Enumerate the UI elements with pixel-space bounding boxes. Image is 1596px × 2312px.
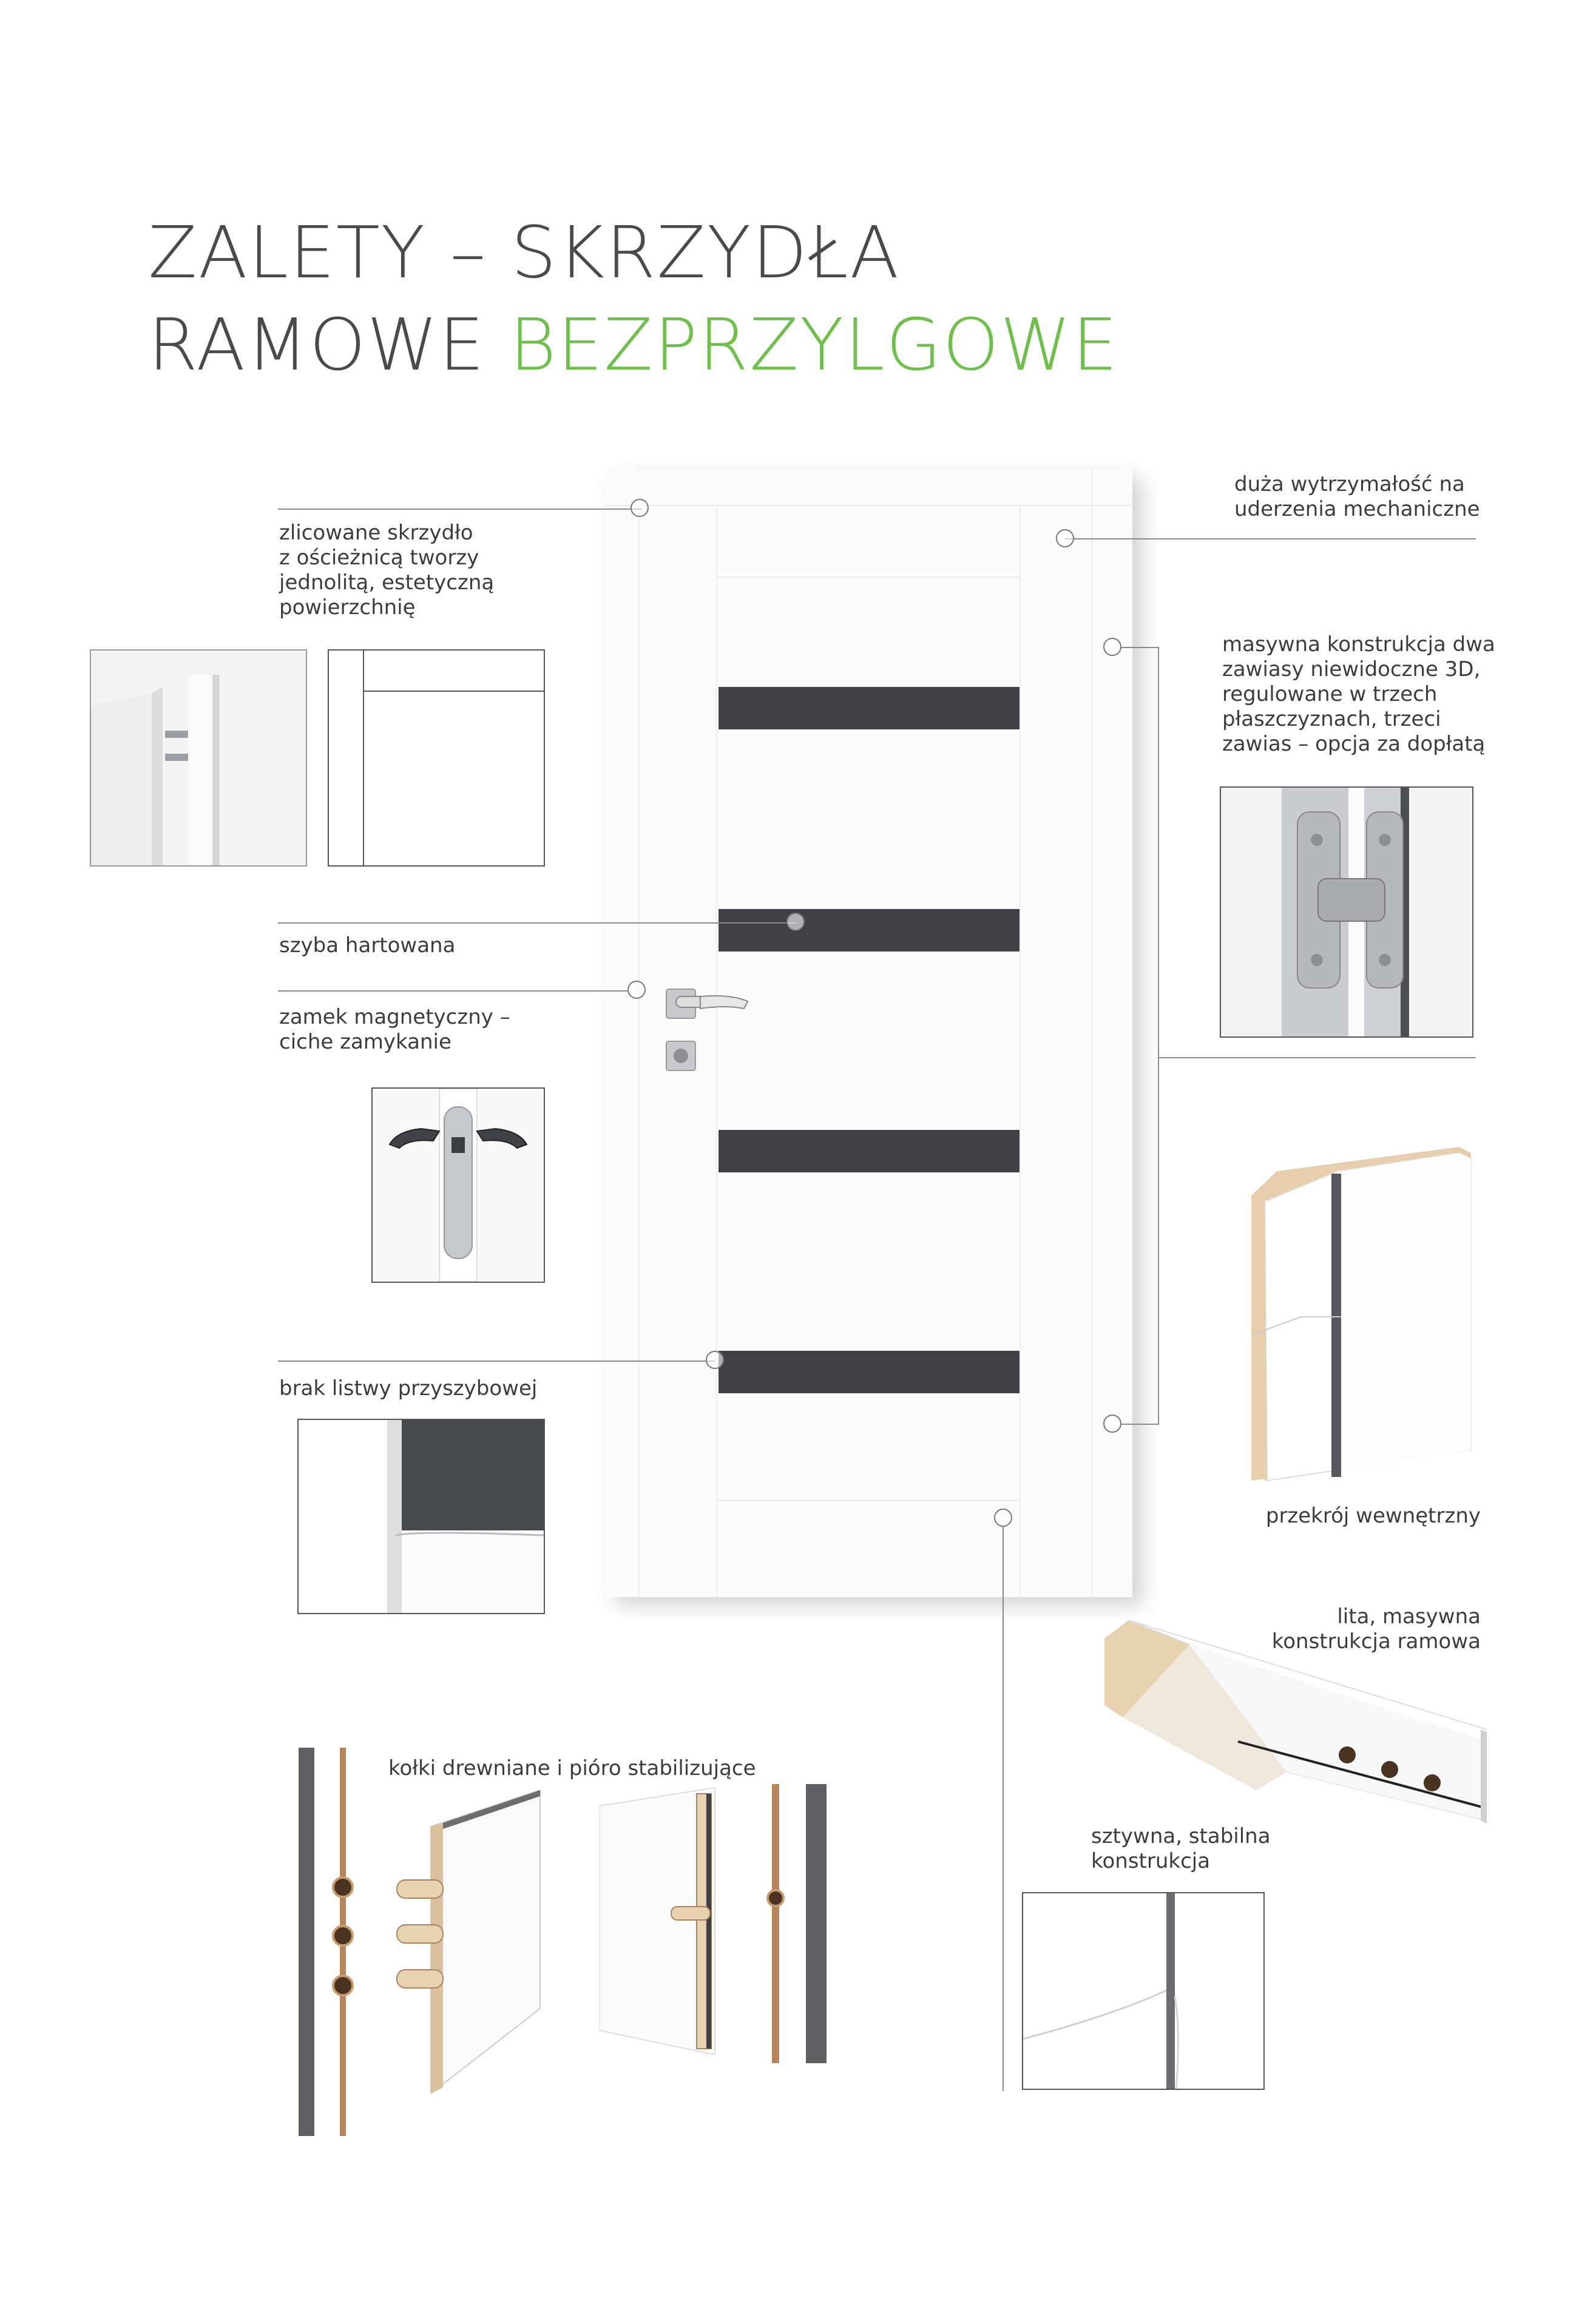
door-upper-rail [717, 576, 1019, 578]
cross-section-drawing [1228, 1135, 1477, 1487]
photo-flush-corner [328, 649, 545, 867]
photo-lock [371, 1087, 545, 1283]
glass-panel-4 [719, 1351, 1019, 1393]
label-frame: lita, masywna konstrukcja ramowa [1271, 1604, 1481, 1654]
glass-panel-1 [719, 687, 1019, 729]
leader-hinge-bracket [1158, 647, 1159, 1425]
glass-panel-2 [719, 909, 1019, 952]
door-frame-line-right [1091, 468, 1092, 1597]
title-line-2 [148, 299, 1118, 391]
page-title [148, 206, 1118, 391]
label-dowels: kołki drewniane i pióro stabilizujące [388, 1756, 756, 1780]
leader-lock [278, 990, 627, 992]
dowel-strip-left [296, 1748, 369, 2136]
marker-hinge-bottom [1103, 1415, 1121, 1433]
leader-hinge-top [1121, 647, 1159, 648]
label-lock: zamek magnetyczny – ciche zamykanie [279, 1005, 510, 1054]
leader-glass [278, 922, 796, 924]
leader-strength [1064, 538, 1476, 539]
frame-construction-drawing [1104, 1620, 1487, 1839]
door-stile-line-right [1019, 505, 1021, 1597]
marker-strength [1056, 529, 1074, 547]
title-line-1: ZALETY – SKRZYDŁA [148, 211, 901, 294]
no-bead-drawing [299, 1420, 544, 1613]
dowel-stile-drawing [600, 1788, 733, 2055]
door-top-rail [606, 468, 1132, 506]
leader-flush [278, 509, 642, 510]
door-lower-rail [717, 1500, 1019, 1501]
marker-flush [631, 499, 649, 517]
glass-panel-3 [719, 1130, 1019, 1172]
marker-rigid [994, 1509, 1012, 1527]
marker-no-bead [706, 1351, 724, 1369]
hinge-icon [1221, 788, 1472, 1036]
door-frame-line-left [638, 505, 640, 1597]
marker-lock [627, 981, 646, 999]
leader-hinge-out [1158, 1057, 1476, 1058]
label-hinges: masywna konstrukcja dwa zawiasy niewidoczne 3D, regulowane w trzech płaszczyznach, trzeci zawias – opcja za dopłatą [1222, 632, 1495, 756]
label-flush: zlicowane skrzydło z ościeżnicą tworzy jednolitą, estetyczną powierzchnię [279, 521, 495, 620]
label-rigid: sztywna, stabilna konstrukcja [1091, 1824, 1271, 1873]
title-prefix: RAMOWE [148, 303, 510, 387]
marker-glass [786, 913, 805, 931]
corner-line-v [363, 651, 364, 867]
label-strength: duża wytrzymałość na uderzenia mechaniczne [1234, 472, 1480, 521]
label-no-bead: brak listwy przyszybowej [279, 1376, 538, 1401]
photo-flush-edge [90, 649, 307, 867]
door-illustration [606, 468, 1132, 1597]
corner-line-h [363, 691, 545, 692]
marker-hinge-top [1103, 638, 1121, 656]
door-handle-icon [664, 985, 749, 1077]
photo-hinge [1220, 786, 1473, 1038]
leader-no-bead [278, 1360, 715, 1362]
door-lock-icon [373, 1089, 544, 1282]
label-cross-section: przekrój wewnętrzny [1265, 1504, 1481, 1528]
title-accent: BEZPRZYLGOWE [509, 303, 1119, 387]
dowel-strip-right [751, 1784, 830, 2063]
photo-no-bead [297, 1419, 545, 1614]
rigid-drawing [1023, 1893, 1263, 2089]
flush-edge-drawing [91, 651, 306, 865]
leader-rigid [1003, 1527, 1004, 2091]
photo-rigid [1022, 1892, 1265, 2090]
dowel-icon [388, 1790, 546, 2094]
label-glass: szyba hartowana [279, 933, 456, 958]
leader-hinge-bottom [1121, 1424, 1159, 1425]
